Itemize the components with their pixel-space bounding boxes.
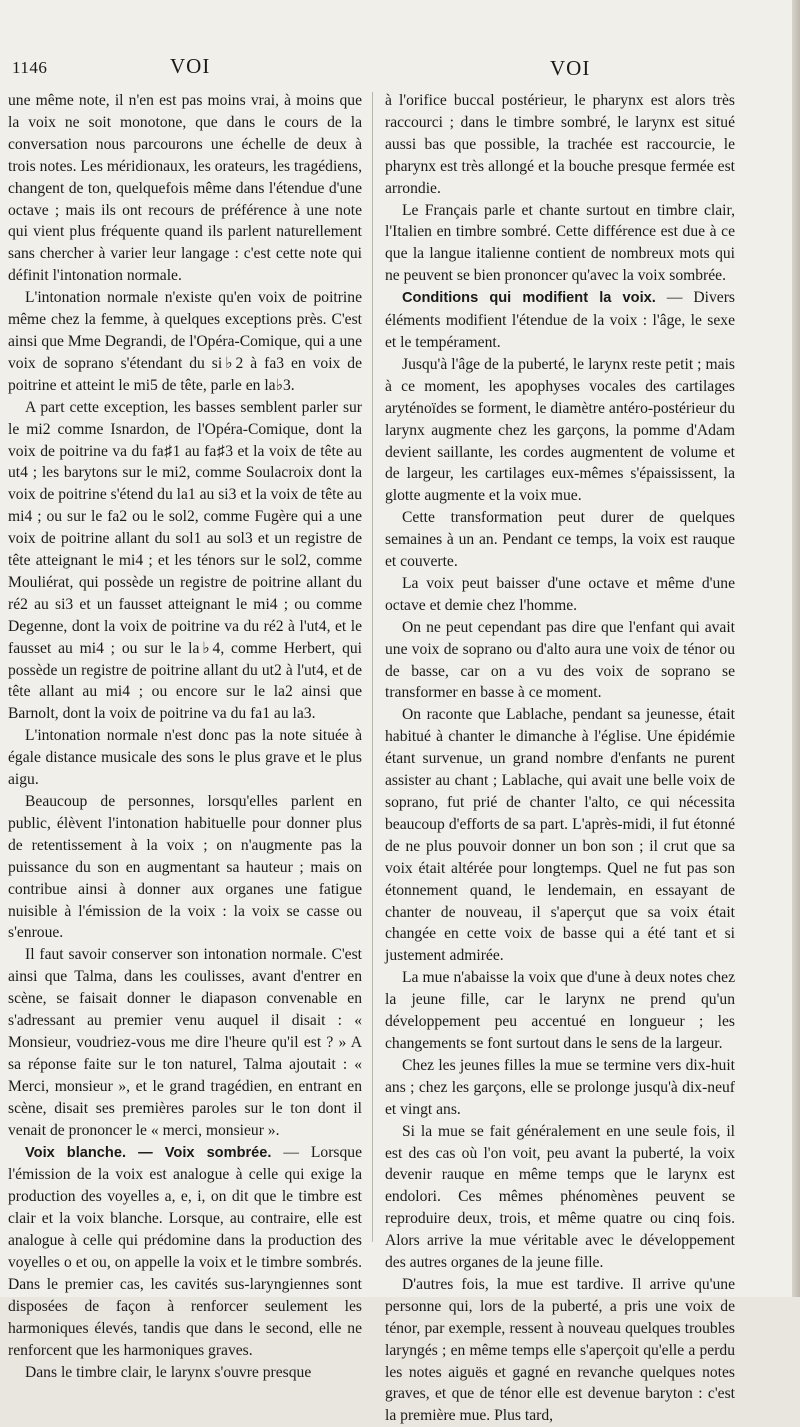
right-column bbox=[385, 90, 735, 1427]
paragraph: Dans le timbre clair, le larynx s'ouvre presque bbox=[25, 1363, 312, 1381]
paragraph: L'intonation normale n'existe qu'en voix de poitrine même chez la femme, à quelques exceptions près. C'est ainsi que Mme Degrandi, de l'Opéra-Comique, qui a une voix de soprano s'étendant du si♭2 à fa3 en voix de poitrine et atteint le mi5 de tête, parle en la♭3. bbox=[8, 289, 362, 394]
paragraph: On raconte que Lablache, pendant sa jeunesse, était habitué à chanter le dimanche à l'église. Une épidémie étant survenue, un grand nombre d'enfants ne purent assister au chant ; Lablache, qui avait une belle voix de soprano, fut prié de chanter l'alto, ce qui nécessita beaucoup d'efforts de sa part. L'après-midi, il fut étonné de ne plus pouvoir donner un bon son ; il crut que sa voix était altérée pour longtemps. Quel ne fut pas son étonnement quand, le lendemain, en essayant de chanter de nouveau, il s'aperçut que sa voix était changée en cette voix de basse qui a été tant et si justement admirée. bbox=[385, 706, 735, 965]
page-edge bbox=[792, 0, 800, 1297]
right-running-title: VOI bbox=[550, 56, 591, 80]
paragraph: Beaucoup de personnes, lorsqu'elles parlent en public, élèvent l'intonation habituelle pour donner plus de retentissement à la voix ; on n'augmente pas la puissance du son en augmentant sa hauteur ; mais on contribue ainsi à donner aux organes une fatigue nuisible à l'émission de la voix : la voix se casse ou s'enroue. bbox=[8, 793, 362, 942]
paragraph: La voix peut baisser d'une octave et même d'une octave et demie chez l'homme. bbox=[385, 574, 735, 614]
paragraph: Jusqu'à l'âge de la puberté, le larynx reste petit ; mais à ce moment, les apophyses vocales des cartilages aryténoïdes se forment, le diamètre antéro-postérieur du larynx augmente chez les garçons, la pomme d'Adam devient saillante, les cordes augmentent de volume et de largeur, les cartilages eux-mêmes s'épaississent, la glotte augmente et la voix mue. bbox=[385, 355, 735, 505]
paragraph: Il faut savoir conserver son intonation normale. C'est ainsi que Talma, dans les coulisses, avant d'entrer en scène, se faisait donner le diapason convenable en s'adressant au premier venu auquel il disait : « Monsieur, voudriez-vous me dire l'heure qu'il est ? » A sa réponse faite sur le ton naturel, Talma ajoutait : « Merci, monsieur », et le grand tragédien, en entrant en scène, disait ses premières paroles sur le ton dont il venait de prononcer le « merci, monsieur ». bbox=[8, 946, 362, 1139]
paragraph: une même note, il n'en est pas moins vrai, à moins que la voix ne soit monotone, que dans le cours de la conversation nous parcourons une échelle de deux à trois notes. Les méridionaux, les orateurs, les tragédiens, changent de ton, quelquefois même dans l'étendue d'une octave ; mais ils ont recours de préférence à une note qui vient plus fréquente quand ils parlent naturellement sans chercher à varier leur langage : c'est cette note qui définit l'intonation normale. bbox=[8, 92, 362, 285]
left-column bbox=[8, 90, 362, 1383]
paragraph: Si la mue se fait généralement en une seule fois, il est des cas où l'on voit, peu avant la puberté, la voix devenir rauque en même temps que le larynx est endolori. Ces mêmes phénomènes peuvent se reproduire deux, trois, et même quatre ou cinq fois. Alors arrive la mue véritable avec le développement des autres organes de la jeune fille. bbox=[385, 1122, 735, 1272]
page-number: 1146 bbox=[12, 58, 48, 77]
paragraph-text: — Divers éléments modifient l'étendue de la voix : l'âge, le sexe et le tempérament. bbox=[385, 289, 735, 351]
paragraph bbox=[8, 1142, 362, 1362]
column-divider bbox=[372, 92, 373, 1242]
paragraph: D'autres fois, la mue est tardive. Il arrive qu'une personne qui, lors de la puberté, a pris une voix de ténor, par exemple, ressent à nouveau quelques troubles laryngés ; en même temps elle s'aperçoit qu'elle a perdu les notes aiguës et gagné en revanche quelques notes graves, et que de ténor elle est devenue baryton : c'est la première mue. Plus tard, bbox=[385, 1275, 735, 1425]
paragraph: Chez les jeunes filles la mue se termine vers dix-huit ans ; chez les garçons, elle se prolonge jusqu'à dix-neuf et vingt ans. bbox=[385, 1056, 735, 1118]
paragraph: Le Français parle et chante surtout en timbre clair, l'Italien en timbre sombré. Cette différence est due à ce que la langue italienne contient de nombreux mots qui ne peuvent se bien prononcer qu'avec la voix sombrée. bbox=[385, 201, 735, 285]
running-head bbox=[0, 54, 800, 84]
paragraph bbox=[385, 287, 735, 354]
paragraph: On ne peut cependant pas dire que l'enfant qui avait une voix de soprano ou d'alto aura une voix de ténor ou de basse, car on a vu des voix de soprano se transformer en basse à ce moment. bbox=[385, 618, 735, 702]
paragraph: Cette transformation peut durer de quelques semaines à un an. Pendant ce temps, la voix est rauque et couverte. bbox=[385, 509, 735, 571]
section-heading: Conditions qui modifient la voix. bbox=[402, 290, 656, 307]
section-heading: Voix blanche. — Voix sombrée. bbox=[25, 1144, 272, 1161]
paragraph: L'intonation normale n'est donc pas la note située à égale distance musicale des sons le plus grave et le plus aigu. bbox=[8, 727, 362, 789]
paragraph-text: — Lorsque l'émission de la voix est analogue à celle qui exige la production des voyelles a, e, i, on dit que le timbre est clair et la voix blanche. Lorsque, au contraire, elle est analogue à celle qui prédomine dans la production des voyelles o et ou, on appelle la voix et le timbre sombrés. Dans le premier cas, les cavités sus-laryngiennes sont disposées de façon à renforcer seulement les harmoniques élevés, tandis que dans le second, elle ne renforcent que les harmoniques graves. bbox=[8, 1143, 362, 1359]
paragraph: La mue n'abaisse la voix que d'une à deux notes chez la jeune fille, car le larynx ne prend qu'un développement peu accentué en longueur ; les changements se font surtout dans le sens de la largeur. bbox=[385, 969, 735, 1052]
paragraph: A part cette exception, les basses semblent parler sur le mi2 comme Isnardon, de l'Opéra-Comique, dont la voix de poitrine va du fa♯1 au fa♯3 et la voix de tête au ut4 ; les barytons sur le mi2, comme Soulacroix dont la voix de poitrine s'étend du la1 au si3 et la voix de tête au mi4 ; ou sur le fa2 ou le sol2, comme Fugère qui a une voix de poitrine allant du sol1 au sol3 et un registre de tête atteignant le mi4 ; et les ténors sur le sol2, comme Mouliérat, qui possède un registre de poitrine allant du ré2 au si3 et un fausset atteignant le mi4 ; ou comme Degenne, dont la voix de poitrine va du ré2 à l'ut4, et le fausset au mi4 ; ou sur le la♭4, comme Herbert, qui possède un registre de poitrine allant du ut2 à l'ut4, et de tête allant au mi4 ; ou encore sur le la2 ainsi que Barnolt, dont la voix de poitrine va du fa1 au la3. bbox=[8, 398, 363, 723]
left-running-title: VOI bbox=[170, 54, 211, 78]
paragraph: à l'orifice buccal postérieur, le pharynx est alors très raccourci ; dans le timbre sombré, le larynx est situé aussi bas que possible, la trachée est raccourcie, le pharynx est très allongé et la bouche presque fermée est arrondie. bbox=[385, 92, 735, 197]
